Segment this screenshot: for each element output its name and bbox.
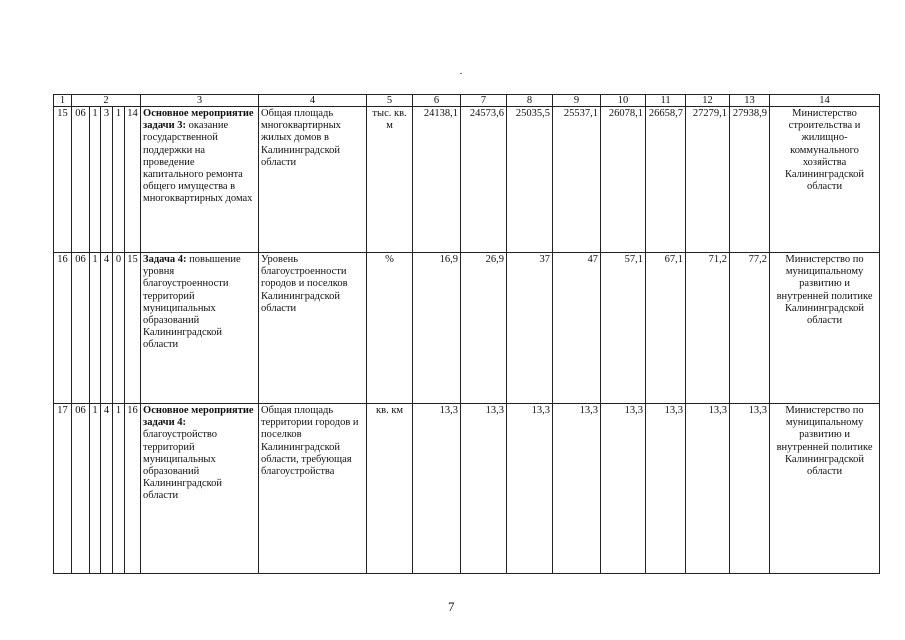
header-cell-12: 12 (686, 95, 730, 107)
value-col-8: 13,3 (507, 404, 553, 574)
measure-name-text: повышение уровня благоустроенности территорий муниципальных образований Калининградской области (143, 254, 241, 351)
value-col-6: 16,9 (413, 253, 461, 404)
value-col-13: 77,2 (730, 253, 770, 404)
header-cell-10: 10 (601, 95, 646, 107)
table-row (54, 253, 880, 404)
unit: кв. км (367, 404, 413, 574)
header-cell-7: 7 (461, 95, 507, 107)
header-cell-4: 4 (259, 95, 367, 107)
value-col-10: 26078,1 (601, 107, 646, 253)
code-measure: 1 (113, 107, 125, 253)
unit: % (367, 253, 413, 404)
code-subprogram: 1 (90, 107, 101, 253)
header-cell-5: 5 (367, 95, 413, 107)
code-subprogram: 1 (90, 253, 101, 404)
header-cell-14: 14 (770, 95, 880, 107)
value-col-9: 25537,1 (553, 107, 601, 253)
unit: тыс. кв. м (367, 107, 413, 253)
code-indicator: 15 (125, 253, 141, 404)
value-col-6: 13,3 (413, 404, 461, 574)
code-subprogram: 1 (90, 404, 101, 574)
table-row (54, 107, 880, 253)
code-program: 06 (72, 404, 90, 574)
code-task: 4 (101, 404, 113, 574)
row-number: 17 (54, 404, 72, 574)
value-col-10: 13,3 (601, 404, 646, 574)
header-cell-11: 11 (646, 95, 686, 107)
value-col-8: 37 (507, 253, 553, 404)
code-measure: 1 (113, 404, 125, 574)
code-indicator: 14 (125, 107, 141, 253)
row-number: 15 (54, 107, 72, 253)
indicator-name: Общая площадь территории городов и поселков Калининградской области, требующая благоустройства (259, 404, 367, 574)
value-col-8: 25035,5 (507, 107, 553, 253)
code-task: 4 (101, 253, 113, 404)
header-cell-2: 2 (72, 95, 141, 107)
value-col-6: 24138,1 (413, 107, 461, 253)
header-cell-6: 6 (413, 95, 461, 107)
value-col-9: 13,3 (553, 404, 601, 574)
value-col-7: 24573,6 (461, 107, 507, 253)
code-program: 06 (72, 253, 90, 404)
value-col-7: 13,3 (461, 404, 507, 574)
measure-name-text: оказание государственной поддержки на проведение капитального ремонта общего имущества в многоквартирных домах (143, 120, 253, 205)
value-col-9: 47 (553, 253, 601, 404)
header-row (54, 95, 880, 107)
code-indicator: 16 (125, 404, 141, 574)
measure-name (141, 404, 259, 574)
code-measure: 0 (113, 253, 125, 404)
indicator-name: Общая площадь многоквартирных жилых домов в Калининградской области (259, 107, 367, 253)
scan-speck (460, 73, 462, 74)
value-col-12: 71,2 (686, 253, 730, 404)
header-cell-13: 13 (730, 95, 770, 107)
value-col-13: 27938,9 (730, 107, 770, 253)
value-col-10: 57,1 (601, 253, 646, 404)
header-cell-3: 3 (141, 95, 259, 107)
measure-name-bold: Задача 4: (143, 254, 187, 265)
value-col-7: 26,9 (461, 253, 507, 404)
page-number: 7 (448, 599, 455, 614)
measure-name-text: благоустройство территорий муниципальных образований Калининградской области (143, 429, 223, 502)
measure-name (141, 253, 259, 404)
code-program: 06 (72, 107, 90, 253)
measure-name-bold: Основное мероприятие задачи 4: (143, 405, 254, 429)
indicators-table (53, 94, 880, 574)
responsible-body: Министерство по муниципальному развитию и внутренней политике Калининградской области (770, 404, 880, 574)
row-number: 16 (54, 253, 72, 404)
header-cell-9: 9 (553, 95, 601, 107)
responsible-body: Министерство по муниципальному развитию и внутренней политике Калининградской области (770, 253, 880, 404)
value-col-12: 27279,1 (686, 107, 730, 253)
value-col-13: 13,3 (730, 404, 770, 574)
value-col-11: 67,1 (646, 253, 686, 404)
code-task: 3 (101, 107, 113, 253)
measure-name (141, 107, 259, 253)
value-col-12: 13,3 (686, 404, 730, 574)
indicator-name: Уровень благоустроенности городов и поселков Калининградской области (259, 253, 367, 404)
measure-name-bold: Основное мероприятие задачи 3: (143, 108, 254, 132)
responsible-body: Министерство строительства и жилищно-коммунального хозяйства Калининградской области (770, 107, 880, 253)
table-row (54, 404, 880, 574)
value-col-11: 13,3 (646, 404, 686, 574)
header-cell-8: 8 (507, 95, 553, 107)
value-col-11: 26658,7 (646, 107, 686, 253)
header-cell-1: 1 (54, 95, 72, 107)
